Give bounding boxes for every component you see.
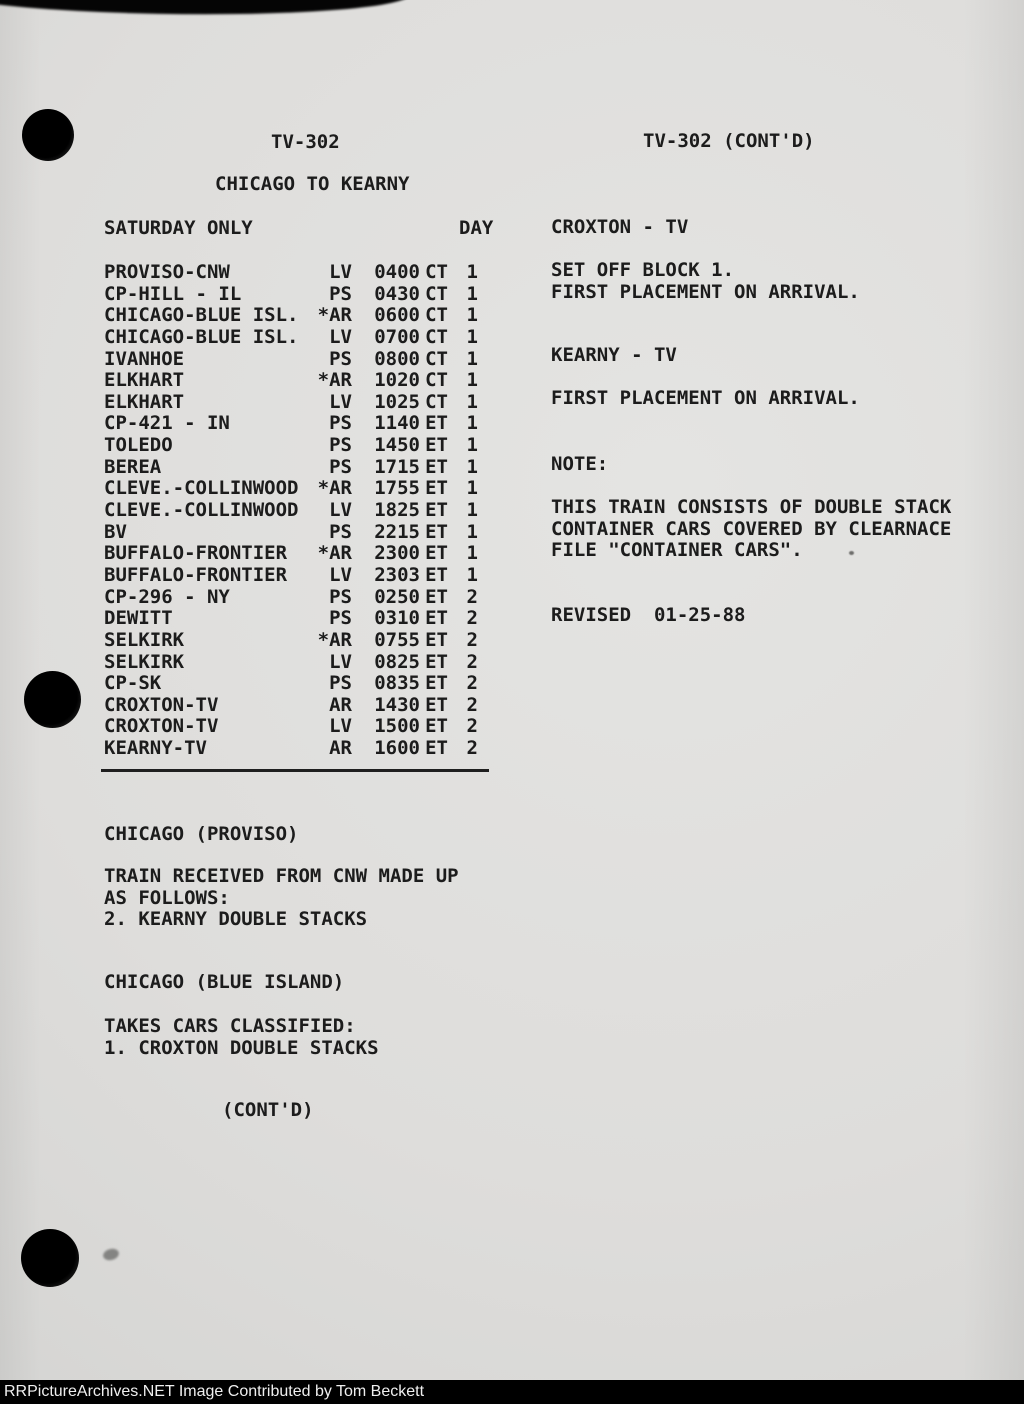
- timezone-cell: ET: [425, 650, 448, 673]
- timezone-cell: ET: [425, 477, 448, 500]
- proviso-line: AS FOLLOWS:: [104, 886, 230, 909]
- schedule-row: [104, 435, 478, 457]
- time-cell: 1450: [374, 434, 420, 457]
- station-cell: DEWITT: [104, 607, 173, 630]
- revised-line: REVISED 01-25-88: [551, 604, 746, 626]
- day-cell: 2: [466, 650, 478, 673]
- table-rule: [101, 769, 489, 772]
- time-cell: 0800: [374, 347, 420, 370]
- blue-island-line: TAKES CARS CLASSIFIED:: [104, 1015, 356, 1037]
- timezone-cell: ET: [425, 693, 448, 716]
- time-cell: 0250: [374, 585, 420, 608]
- note-line: THIS TRAIN CONSISTS OF DOUBLE STACK: [551, 496, 952, 518]
- event-cell: LV: [329, 325, 352, 348]
- day-cell: 1: [466, 455, 478, 478]
- timezone-cell: ET: [425, 607, 448, 630]
- timezone-cell: CT: [425, 304, 448, 327]
- event-cell: PS: [329, 347, 352, 370]
- timezone-cell: ET: [425, 542, 448, 565]
- route-subtitle: CHICAGO TO KEARNY: [215, 173, 410, 195]
- timezone-cell: CT: [425, 282, 448, 305]
- schedule-row: [104, 716, 478, 738]
- event-cell: PS: [329, 455, 352, 478]
- station-cell: CP-HILL - IL: [104, 282, 242, 305]
- proviso-paragraph: [104, 866, 459, 931]
- station-cell: CLEVE.-COLLINWOOD: [104, 499, 299, 522]
- time-cell: 2303: [374, 563, 420, 586]
- schedule-row: [104, 522, 478, 544]
- time-cell: 1140: [374, 412, 420, 435]
- timezone-cell: ET: [425, 585, 448, 608]
- timezone-cell: ET: [425, 520, 448, 543]
- ink-smudge: [102, 1247, 120, 1262]
- schedule-table: [104, 262, 478, 760]
- station-cell: SELKIRK: [104, 650, 185, 673]
- schedule-row: [104, 392, 478, 414]
- note-line: CONTAINER CARS COVERED BY CLEARNACE: [551, 517, 952, 540]
- station-cell: TOLEDO: [104, 434, 173, 457]
- station-cell: CHICAGO-BLUE ISL.: [104, 304, 299, 327]
- schedule-row: [104, 608, 478, 630]
- contd-label: (CONT'D): [222, 1099, 314, 1121]
- station-cell: BUFFALO-FRONTIER: [104, 563, 288, 586]
- schedule-row: [104, 370, 478, 392]
- time-cell: 2300: [374, 542, 420, 565]
- day-cell: 2: [466, 607, 478, 630]
- time-cell: 0430: [374, 282, 420, 305]
- station-cell: IVANHOE: [104, 347, 185, 370]
- time-cell: 0600: [374, 304, 420, 327]
- time-cell: 1715: [374, 455, 420, 478]
- event-cell: PS: [329, 672, 352, 695]
- day-cell: 1: [466, 499, 478, 522]
- station-cell: CLEVE.-COLLINWOOD: [104, 477, 299, 500]
- event-cell: *AR: [317, 477, 352, 500]
- time-cell: 0400: [374, 261, 420, 283]
- day-cell: 1: [466, 477, 478, 500]
- station-cell: CROXTON-TV: [104, 715, 219, 738]
- schedule-row: [104, 413, 478, 435]
- time-cell: 1825: [374, 499, 420, 522]
- station-cell: PROVISO-CNW: [104, 261, 230, 283]
- event-cell: *AR: [317, 304, 352, 327]
- station-cell: ELKHART: [104, 390, 185, 413]
- station-cell: SELKIRK: [104, 628, 185, 651]
- day-cell: 1: [466, 325, 478, 348]
- hole-punch-bottom: [21, 1229, 79, 1287]
- day-cell: 2: [466, 693, 478, 716]
- scan-edge-shadow: [0, 0, 410, 17]
- day-cell: 1: [466, 434, 478, 457]
- schedule-row: [104, 500, 478, 522]
- day-cell: 1: [466, 563, 478, 586]
- kearny-note-line: FIRST PLACEMENT ON ARRIVAL.: [551, 387, 860, 409]
- schedule-row: [104, 543, 478, 565]
- event-cell: LV: [329, 650, 352, 673]
- station-cell: CHICAGO-BLUE ISL.: [104, 325, 299, 348]
- day-cell: 2: [466, 585, 478, 608]
- schedule-row: [104, 587, 478, 609]
- station-cell: ELKHART: [104, 369, 185, 392]
- schedule-row: [104, 673, 478, 695]
- timezone-cell: ET: [425, 412, 448, 435]
- hole-punch-middle: [24, 671, 81, 728]
- day-cell: 1: [466, 542, 478, 565]
- footer-credit-text: RRPictureArchives.NET Image Contributed by Tom Beckett: [4, 1383, 425, 1400]
- timezone-cell: ET: [425, 715, 448, 738]
- time-cell: 0825: [374, 650, 420, 673]
- event-cell: LV: [329, 563, 352, 586]
- event-cell: PS: [329, 607, 352, 630]
- day-cell: 1: [466, 347, 478, 370]
- time-cell: 0310: [374, 607, 420, 630]
- event-cell: *AR: [317, 542, 352, 565]
- schedule-row: [104, 457, 478, 479]
- event-cell: LV: [329, 390, 352, 413]
- schedule-row: [104, 695, 478, 717]
- proviso-line: 2. KEARNY DOUBLE STACKS: [104, 908, 368, 931]
- schedule-row: [104, 262, 478, 284]
- time-cell: 0755: [374, 628, 420, 651]
- event-cell: LV: [329, 261, 352, 283]
- time-cell: 2215: [374, 520, 420, 543]
- station-cell: BUFFALO-FRONTIER: [104, 542, 288, 565]
- event-cell: PS: [329, 434, 352, 457]
- proviso-line: TRAIN RECEIVED FROM CNW MADE UP: [104, 865, 459, 887]
- station-cell: BV: [104, 520, 127, 543]
- timezone-cell: CT: [425, 261, 448, 283]
- time-cell: 1755: [374, 477, 420, 500]
- day-cell: 1: [466, 369, 478, 392]
- day-cell: 1: [466, 520, 478, 543]
- station-cell: CP-296 - NY: [104, 585, 230, 608]
- time-cell: 1430: [374, 693, 420, 716]
- timezone-cell: ET: [425, 737, 448, 760]
- event-cell: PS: [329, 585, 352, 608]
- schedule-row: [104, 652, 478, 674]
- note-heading: NOTE:: [551, 453, 609, 475]
- day-cell: 1: [466, 390, 478, 413]
- croxton-heading: CROXTON - TV: [551, 216, 689, 238]
- day-cell: 2: [466, 737, 478, 760]
- timezone-cell: ET: [425, 672, 448, 695]
- event-cell: LV: [329, 499, 352, 522]
- footer-credit-bar: [0, 1380, 1024, 1404]
- event-cell: PS: [329, 520, 352, 543]
- day-cell: 2: [466, 628, 478, 651]
- day-cell: 2: [466, 672, 478, 695]
- station-cell: KEARNY-TV: [104, 737, 207, 760]
- croxton-note-line: FIRST PLACEMENT ON ARRIVAL.: [551, 280, 860, 303]
- station-cell: CP-SK: [104, 672, 162, 695]
- blue-island-line: 1. CROXTON DOUBLE STACKS: [104, 1036, 379, 1059]
- blue-island-paragraph: [104, 1016, 379, 1059]
- station-cell: CP-421 - IN: [104, 412, 230, 435]
- day-cell: 1: [466, 261, 478, 283]
- day-cell: 2: [466, 715, 478, 738]
- event-cell: *AR: [317, 369, 352, 392]
- day-column-header: DAY: [459, 217, 494, 239]
- timezone-cell: CT: [425, 369, 448, 392]
- station-cell: BEREA: [104, 455, 162, 478]
- schedule-header-saturday-only: SATURDAY ONLY: [104, 217, 253, 239]
- proviso-heading: CHICAGO (PROVISO): [104, 823, 299, 845]
- note-line: FILE "CONTAINER CARS".: [551, 539, 803, 562]
- note-paragraph: [551, 497, 951, 562]
- time-cell: 1500: [374, 715, 420, 738]
- hole-punch-top: [22, 109, 74, 161]
- timezone-cell: ET: [425, 563, 448, 586]
- event-cell: AR: [329, 737, 352, 760]
- event-cell: PS: [329, 282, 352, 305]
- page-title-right: TV-302 (CONT'D): [643, 130, 815, 152]
- kearny-heading: KEARNY - TV: [551, 344, 677, 366]
- timezone-cell: ET: [425, 628, 448, 651]
- schedule-row: [104, 349, 478, 371]
- time-cell: 1600: [374, 737, 420, 760]
- timezone-cell: ET: [425, 499, 448, 522]
- timezone-cell: ET: [425, 434, 448, 457]
- schedule-row: [104, 738, 478, 760]
- time-cell: 0835: [374, 672, 420, 695]
- page-title-left: TV-302: [271, 131, 340, 153]
- event-cell: AR: [329, 693, 352, 716]
- timezone-cell: CT: [425, 347, 448, 370]
- schedule-row: [104, 305, 478, 327]
- schedule-row: [104, 327, 478, 349]
- croxton-note-line: SET OFF BLOCK 1.: [551, 259, 735, 281]
- event-cell: *AR: [317, 628, 352, 651]
- day-cell: 1: [466, 282, 478, 305]
- croxton-note: [551, 260, 860, 303]
- event-cell: PS: [329, 412, 352, 435]
- event-cell: LV: [329, 715, 352, 738]
- time-cell: 0700: [374, 325, 420, 348]
- day-cell: 1: [466, 304, 478, 327]
- timezone-cell: CT: [425, 390, 448, 413]
- schedule-row: [104, 565, 478, 587]
- timezone-cell: CT: [425, 325, 448, 348]
- schedule-row: [104, 284, 478, 306]
- blue-island-heading: CHICAGO (BLUE ISLAND): [104, 971, 345, 993]
- station-cell: CROXTON-TV: [104, 693, 219, 716]
- time-cell: 1020: [374, 369, 420, 392]
- timezone-cell: ET: [425, 455, 448, 478]
- schedule-row: [104, 478, 478, 500]
- schedule-row: [104, 630, 478, 652]
- time-cell: 1025: [374, 390, 420, 413]
- day-cell: 1: [466, 412, 478, 435]
